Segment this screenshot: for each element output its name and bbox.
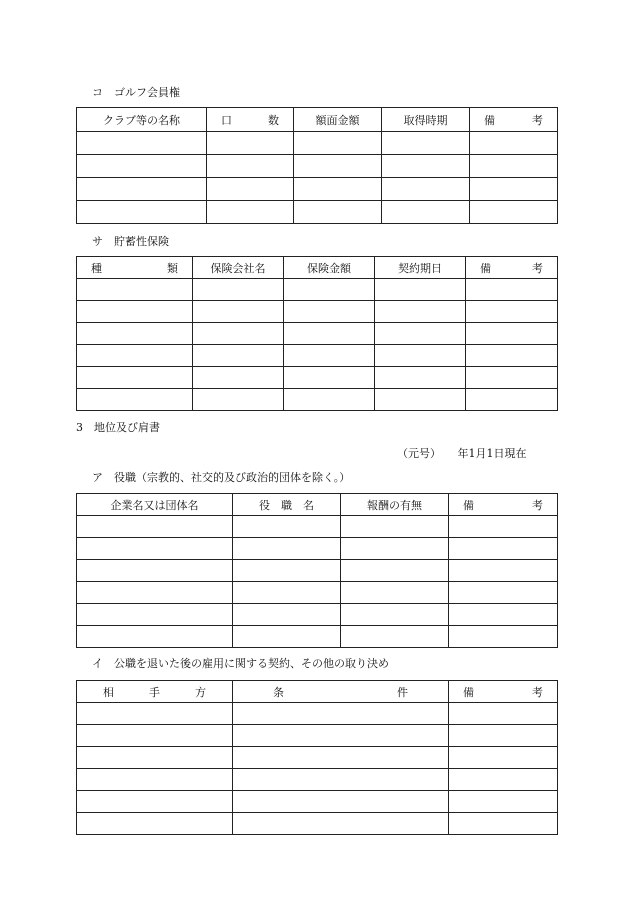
table-cell[interactable] (466, 279, 558, 301)
table-cell[interactable] (193, 345, 284, 367)
table-row (77, 538, 558, 560)
table-row (77, 155, 558, 178)
table-cell[interactable] (284, 345, 375, 367)
golf-header-name: クラブ等の名称 (77, 108, 207, 132)
table-cell[interactable] (375, 367, 466, 389)
table-row (77, 604, 558, 626)
table-cell[interactable] (382, 155, 470, 178)
table-cell[interactable] (449, 791, 558, 813)
table-cell[interactable] (294, 178, 382, 201)
insurance-header-row (77, 257, 558, 279)
table-cell[interactable] (233, 791, 449, 813)
table-cell[interactable] (233, 626, 341, 648)
table-cell[interactable] (375, 323, 466, 345)
insurance-header-amount: 保険金額 (284, 257, 375, 279)
table-row (77, 323, 558, 345)
table-cell[interactable] (341, 538, 449, 560)
officer-header-remarks: 備 考 (449, 494, 558, 516)
table-cell[interactable] (233, 769, 449, 791)
officer-section-title: ア 役職（宗教的、社交的及び政治的団体を除く。） (92, 471, 351, 484)
table-cell[interactable] (294, 132, 382, 155)
table-cell[interactable] (294, 201, 382, 224)
table-cell[interactable] (375, 345, 466, 367)
savings-insurance-table (76, 256, 558, 411)
table-row (77, 747, 558, 769)
table-cell[interactable] (77, 323, 193, 345)
table-row (77, 516, 558, 538)
table-cell[interactable] (77, 279, 193, 301)
table-cell[interactable] (233, 604, 341, 626)
table-cell[interactable] (193, 389, 284, 411)
table-cell[interactable] (470, 132, 558, 155)
table-cell[interactable] (207, 178, 294, 201)
officer-header-row (77, 494, 558, 516)
table-cell[interactable] (375, 279, 466, 301)
table-cell[interactable] (233, 560, 341, 582)
table-cell[interactable] (449, 516, 558, 538)
table-cell[interactable] (193, 301, 284, 323)
table-cell[interactable] (77, 560, 233, 582)
contract-section-title: イ 公職を退いた後の雇用に関する契約、その他の取り決め (92, 657, 389, 670)
table-cell[interactable] (284, 367, 375, 389)
table-cell[interactable] (294, 155, 382, 178)
table-cell[interactable] (77, 538, 233, 560)
table-cell[interactable] (207, 132, 294, 155)
table-row (77, 367, 558, 389)
table-cell[interactable] (77, 178, 207, 201)
insurance-header-type: 種 類 (77, 257, 193, 279)
table-cell[interactable] (233, 582, 341, 604)
table-cell[interactable] (382, 132, 470, 155)
officer-header-compensation: 報酬の有無 (341, 494, 449, 516)
table-cell[interactable] (233, 725, 449, 747)
insurance-section-title: サ 貯蓄性保険 (92, 235, 169, 248)
table-cell[interactable] (77, 747, 233, 769)
golf-membership-table (76, 107, 558, 224)
table-cell[interactable] (284, 389, 375, 411)
table-row (77, 201, 558, 224)
table-cell[interactable] (284, 323, 375, 345)
post-office-contract-table (76, 680, 558, 835)
table-cell[interactable] (449, 813, 558, 835)
officer-header-title: 役 職 名 (233, 494, 341, 516)
table-cell[interactable] (341, 626, 449, 648)
table-row (77, 813, 558, 835)
table-cell[interactable] (449, 626, 558, 648)
table-cell[interactable] (77, 813, 233, 835)
table-cell[interactable] (466, 345, 558, 367)
contract-header-conditions: 条 件 (233, 681, 449, 703)
table-cell[interactable] (77, 582, 233, 604)
table-cell[interactable] (466, 323, 558, 345)
table-cell[interactable] (193, 279, 284, 301)
table-cell[interactable] (233, 813, 449, 835)
table-cell[interactable] (284, 279, 375, 301)
table-cell[interactable] (77, 345, 193, 367)
table-cell[interactable] (77, 132, 207, 155)
table-cell[interactable] (233, 703, 449, 725)
golf-header-count: 口 数 (207, 108, 294, 132)
table-cell[interactable] (77, 604, 233, 626)
table-cell[interactable] (375, 389, 466, 411)
table-cell[interactable] (382, 201, 470, 224)
table-cell[interactable] (449, 538, 558, 560)
contract-header-row (77, 681, 558, 703)
table-cell[interactable] (466, 301, 558, 323)
table-cell[interactable] (382, 178, 470, 201)
table-cell[interactable] (341, 560, 449, 582)
contract-header-remarks: 備 考 (449, 681, 558, 703)
table-cell[interactable] (77, 791, 233, 813)
table-row (77, 626, 558, 648)
table-cell[interactable] (77, 769, 233, 791)
table-cell[interactable] (466, 367, 558, 389)
insurance-header-company: 保険会社名 (193, 257, 284, 279)
golf-header-remarks: 備 考 (470, 108, 558, 132)
table-cell[interactable] (449, 560, 558, 582)
table-row (77, 582, 558, 604)
golf-header-row (77, 108, 558, 132)
table-row (77, 769, 558, 791)
table-cell[interactable] (77, 367, 193, 389)
table-row (77, 301, 558, 323)
table-cell[interactable] (284, 301, 375, 323)
officer-header-organization: 企業名又は団体名 (77, 494, 233, 516)
table-cell[interactable] (341, 604, 449, 626)
as-of-date-label: （元号） 年1月1日現在 (397, 447, 527, 460)
contract-header-counterparty: 相 手 方 (77, 681, 233, 703)
table-cell[interactable] (77, 725, 233, 747)
table-row (77, 560, 558, 582)
table-cell[interactable] (207, 155, 294, 178)
table-cell[interactable] (470, 178, 558, 201)
table-row (77, 389, 558, 411)
officer-position-table (76, 493, 558, 648)
table-cell[interactable] (77, 155, 207, 178)
table-cell[interactable] (449, 604, 558, 626)
table-cell[interactable] (449, 769, 558, 791)
table-cell[interactable] (341, 582, 449, 604)
golf-header-acquired: 取得時期 (382, 108, 470, 132)
table-row (77, 132, 558, 155)
table-row (77, 345, 558, 367)
golf-header-face-value: 額面金額 (294, 108, 382, 132)
golf-section-title: コ ゴルフ会員権 (92, 86, 180, 99)
table-cell[interactable] (470, 201, 558, 224)
insurance-header-contract-date: 契約期日 (375, 257, 466, 279)
table-cell[interactable] (233, 747, 449, 769)
table-cell[interactable] (470, 155, 558, 178)
table-row (77, 703, 558, 725)
table-cell[interactable] (449, 725, 558, 747)
table-cell[interactable] (77, 301, 193, 323)
table-cell[interactable] (77, 626, 233, 648)
table-row (77, 725, 558, 747)
table-cell[interactable] (449, 703, 558, 725)
table-cell[interactable] (466, 389, 558, 411)
table-cell[interactable] (375, 301, 466, 323)
table-cell[interactable] (233, 516, 341, 538)
table-cell[interactable] (77, 201, 207, 224)
table-cell[interactable] (341, 516, 449, 538)
table-cell[interactable] (449, 747, 558, 769)
table-cell[interactable] (77, 516, 233, 538)
table-cell[interactable] (449, 582, 558, 604)
insurance-header-remarks: 備 考 (466, 257, 558, 279)
table-row (77, 791, 558, 813)
table-cell[interactable] (193, 367, 284, 389)
table-cell[interactable] (193, 323, 284, 345)
table-row (77, 178, 558, 201)
table-cell[interactable] (207, 201, 294, 224)
table-cell[interactable] (77, 389, 193, 411)
table-cell[interactable] (77, 703, 233, 725)
position-section-title: 3 地位及び肩書 (76, 421, 160, 434)
table-row (77, 279, 558, 301)
table-cell[interactable] (233, 538, 341, 560)
